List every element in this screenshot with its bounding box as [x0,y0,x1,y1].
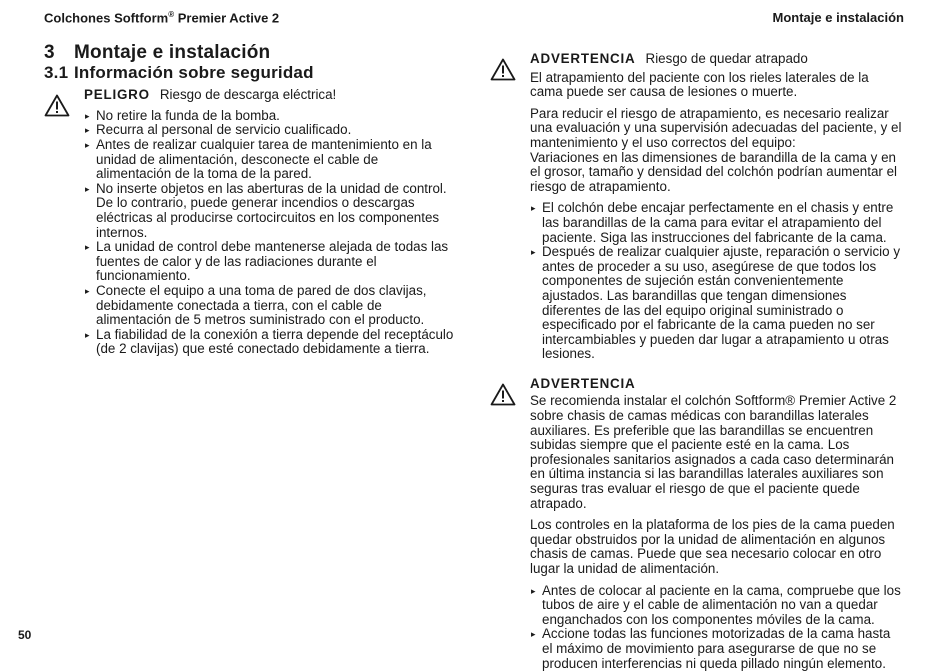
warning-icon [490,377,530,406]
danger-warning-icon [44,88,84,117]
warning-text: Riesgo de quedar atrapado [645,51,808,66]
warning-paragraph: Para reducir el riesgo de atrapamiento, es necesario realizar una evaluación y una supervisión adecuadas del paciente, y el mantenimiento y el uso correctos del equipo: [530,105,902,150]
warning-paragraph: Variaciones en las dimensiones de barandilla de la cama y en el grosor, tamaño y densidad del colchón podrían aumentar el riesgo de atrapamiento. [530,149,897,194]
warning-list [530,584,902,671]
warning-icon [490,52,530,81]
warning-label: ADVERTENCIA [530,375,636,391]
right-column [490,44,902,671]
warning-entrapment-block [490,52,902,362]
subsection-number: 3.1 [44,62,69,82]
running-header-left [44,10,279,25]
list-item: ▸ Antes de realizar cualquier tarea de mantenimiento en la unidad de alimentación, desconecte el cable de alimentación de la toma de la pared. [84,138,457,182]
list-item: ▸ No retire la funda de la bomba. [84,109,457,124]
section-title: Montaje e instalación [74,42,271,63]
list-item: ▸ Después de realizar cualquier ajuste, reparación o servicio y antes de proceder a su uso, asegúrese de que todos los componentes de sujeción están convenientemente ajustados. Las barandillas que tengan dimensiones diferentes de las del equipo original suministrado o especificado por el fabricante de la cama pueden no ser intercambiables y pueden dar lugar a atrapamiento u otras lesiones. [530,245,902,362]
warning-paragraph: Los controles en la plataforma de los pies de la cama pueden quedar obstruidos por la unidad de alimentación en algunos chasis de camas. Puede que sea necesario colocar en otro lugar la unidad de alimentación. [530,517,895,576]
header-product-suffix: Premier Active 2 [174,10,280,26]
warning-list [530,201,902,362]
running-header-right: Montaje e instalación [772,10,904,25]
registered-mark: ® [168,10,175,19]
list-item: ▸ Antes de colocar al paciente en la cama, compruebe que los tubos de aire y el cable de alimentación no van a quedar enganchados con los componentes móviles de la cama. [530,584,902,628]
list-item: ▸ No inserte objetos en las aberturas de la unidad de control. De lo contrario, puede generar incendios o descargas eléctricas al producirse cortocircuitos en los componentes internos. [84,182,457,240]
header-product-prefix: Colchones Softform [44,10,169,26]
list-item: ▸ Conecte el equipo a una toma de pared de dos clavijas, debidamente conectada a tierra, con el cable de alimentación de 5 metros suministrado con el producto. [84,284,457,328]
danger-block [44,88,457,357]
danger-list [84,109,457,357]
list-item: ▸ La unidad de control debe mantenerse alejada de todas las fuentes de calor y de las radiaciones durante el funcionamiento. [84,240,457,284]
list-item: ▸ Recurra al personal de servicio cualificado. [84,123,457,138]
list-item: ▸ Accione todas las funciones motorizadas de la cama hasta el máximo de movimiento para asegurarse de que no se producen interferencias ni queda pillado ningún elemento. [530,627,902,671]
danger-label: PELIGRO [84,87,150,103]
warning-paragraph: El atrapamiento del paciente con los rieles laterales de la cama puede ser causa de lesiones o muerte. [530,69,869,100]
list-item: ▸ La fiabilidad de la conexión a tierra depende del receptáculo (de 2 clavijas) que esté conectado debidamente a tierra. [84,328,457,357]
danger-text: Riesgo de descarga eléctrica! [159,87,337,103]
section-number: 3 [44,42,55,63]
danger-label-line [84,88,457,103]
left-column [44,44,457,357]
warning-rails-block [490,377,902,671]
warning-label: ADVERTENCIA [530,51,636,66]
warning-paragraph: Se recomienda instalar el colchón Softform® Premier Active 2 sobre chasis de camas médicas con barandillas laterales auxiliares. Es preferible que las barandillas se encuentren subidas siempre que el paciente esté en la cama. Los profesionales sanitarios asignados a cada caso determinarán en última instancia si las barandillas laterales auxiliares son seguras tras evaluar el riesgo de que el paciente quede atrapado. [530,393,897,511]
subsection-heading [44,62,457,82]
list-item: ▸ El colchón debe encajar perfectamente en el chasis y entre las barandillas de la cama para evitar el atrapamiento del paciente. Siga las instrucciones del fabricante de la cama. [530,201,902,245]
subsection-title: Información sobre seguridad [74,62,314,82]
warning-label-line [530,377,902,392]
section-heading [44,42,457,63]
page-number: 50 [18,628,32,642]
warning-label-line [530,52,902,67]
